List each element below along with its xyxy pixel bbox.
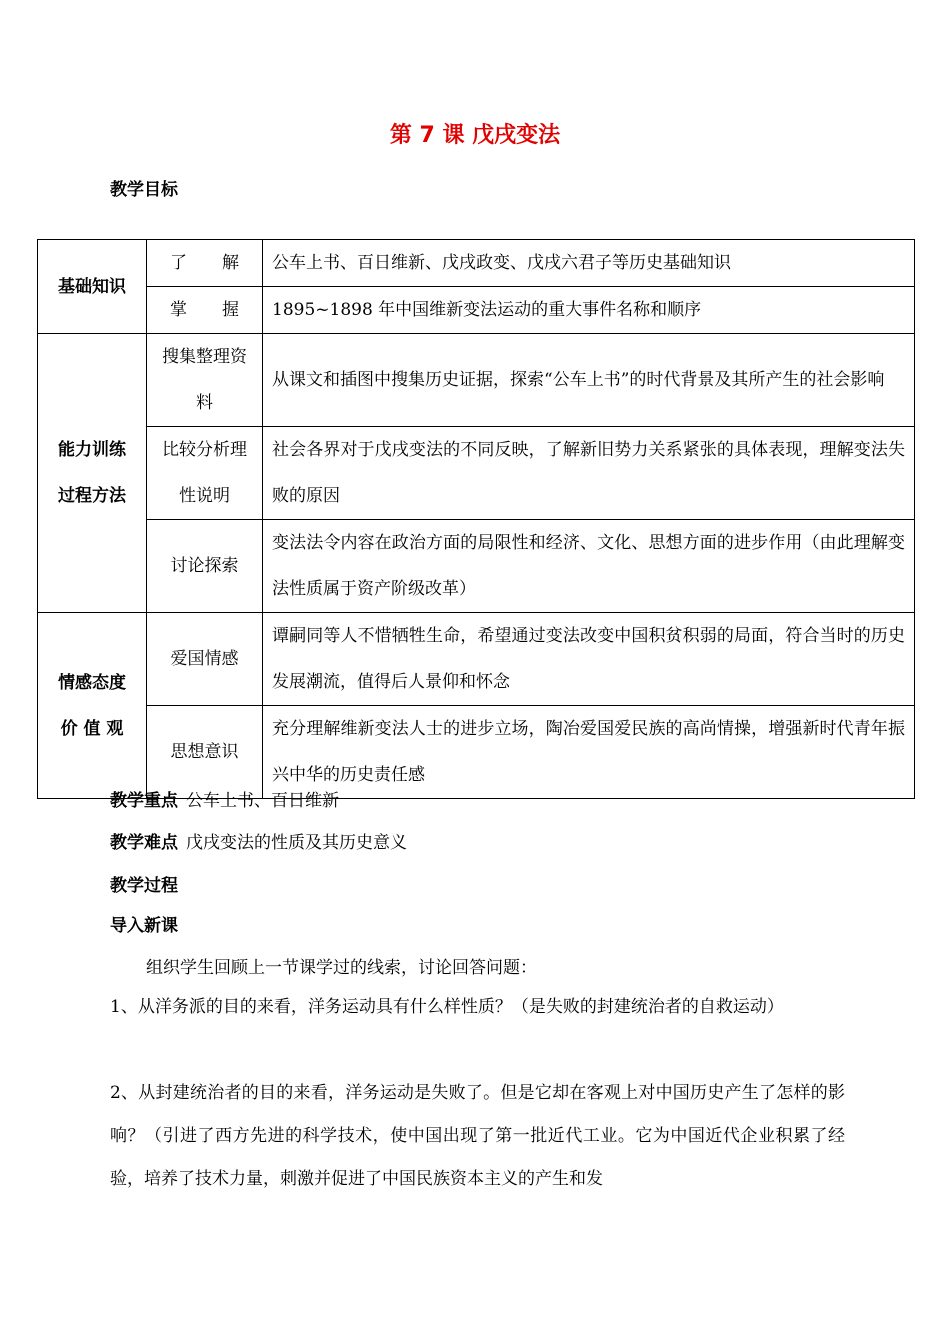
description-cell: 公车上书、百日维新、戊戌政变、戊戌六君子等历史基础知识 (263, 240, 915, 287)
objectives-heading: 教学目标 (110, 180, 178, 200)
category-emotion: 情感态度 价 值 观 (38, 613, 147, 799)
difficulty-label: 教学难点 (110, 833, 178, 853)
description-cell: 社会各界对于戊戌变法的不同反映，了解新旧势力关系紧张的具体表现，理解变法失败的原因 (263, 427, 915, 520)
intro-heading: 导入新课 (110, 916, 178, 936)
process-heading: 教学过程 (110, 876, 178, 896)
subcategory-cell: 讨论探索 (147, 520, 263, 613)
table-row (38, 240, 915, 287)
subcategory-cell: 爱国情感 (147, 613, 263, 706)
description-cell: 充分理解维新变法人士的进步立场，陶冶爱国爱民族的高尚情操，增强新时代青年振兴中华的历史责任感 (263, 706, 915, 799)
subcategory-cell: 掌 握 (147, 287, 263, 334)
subcategory-cell: 搜集整理资料 (147, 334, 263, 427)
table-row (38, 287, 915, 334)
subcategory-cell: 了 解 (147, 240, 263, 287)
question-2: 2、从封建统治者的目的来看，洋务运动是失败了。但是它却在客观上对中国历史产生了怎样的影响？（引进了西方先进的科学技术，使中国出现了第一批近代工业。它为中国近代企业积累了经验，培养了技术力量，刺激并促进了中国民族资本主义的产生和发 (110, 1083, 845, 1189)
key-point-label: 教学重点 (110, 791, 178, 811)
table-row (38, 334, 915, 427)
key-point-text: 公车上书、百日维新 (186, 791, 339, 811)
category-basic: 基础知识 (38, 240, 147, 334)
subcategory-cell: 思想意识 (147, 706, 263, 799)
description-cell: 变法法令内容在政治方面的局限性和经济、文化、思想方面的进步作用（由此理解变法性质属于资产阶级改革） (263, 520, 915, 613)
intro-text: 组织学生回顾上一节课学过的线索，讨论回答问题： (146, 958, 537, 978)
description-cell: 1895~1898 年中国维新变法运动的重大事件名称和顺序 (263, 287, 915, 334)
difficulty-line (110, 828, 407, 853)
table-row (38, 613, 915, 706)
page-title: 第 7 课 戊戌变法 (389, 123, 561, 148)
question-1: 1、从洋务派的目的来看，洋务运动具有什么样性质？（是失败的封建统治者的自救运动） (110, 997, 784, 1017)
difficulty-text: 戊戌变法的性质及其历史意义 (186, 833, 407, 853)
subcategory-cell: 比较分析理性说明 (147, 427, 263, 520)
objectives-table (37, 239, 915, 799)
description-cell: 从课文和插图中搜集历史证据，探索“公车上书”的时代背景及其所产生的社会影响 (263, 334, 915, 427)
table-row (38, 427, 915, 520)
key-point-line (110, 786, 339, 811)
category-ability: 能力训练 过程方法 (38, 334, 147, 613)
table-row (38, 706, 915, 799)
table-row (38, 520, 915, 613)
description-cell: 谭嗣同等人不惜牺牲生命，希望通过变法改变中国积贫积弱的局面，符合当时的历史发展潮流，值得后人景仰和怀念 (263, 613, 915, 706)
